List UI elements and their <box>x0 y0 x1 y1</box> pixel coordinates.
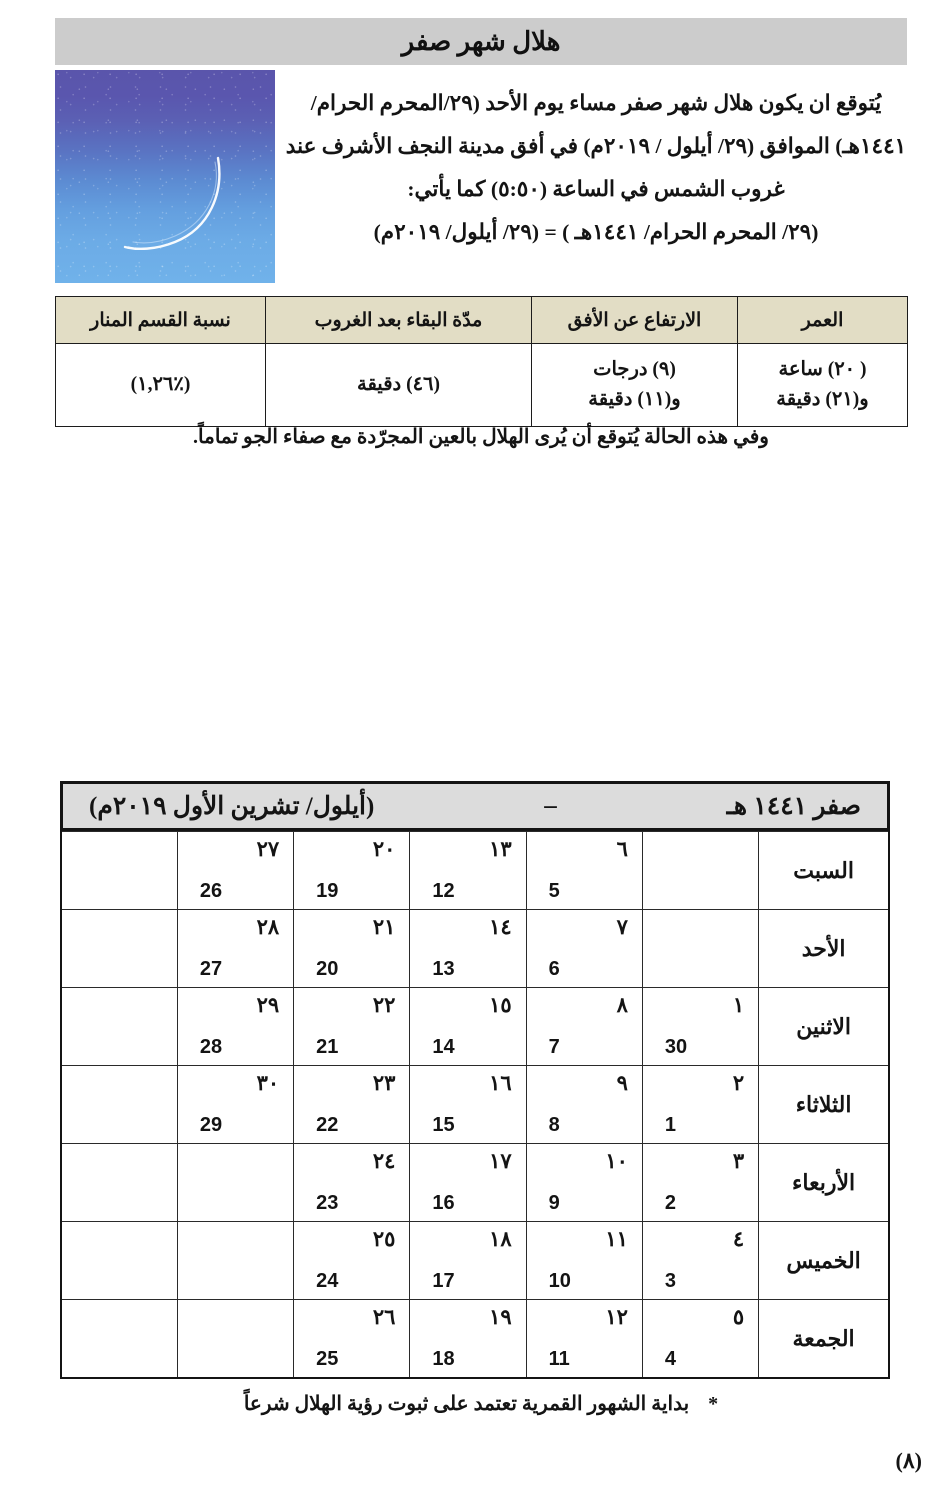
gregorian-date-number: 23 <box>316 1192 339 1214</box>
calendar-day-name: الخميس <box>759 1222 889 1300</box>
crescent-parameters-table <box>55 296 908 427</box>
cell-stay-duration: (٤٦) دقيقة <box>266 344 532 427</box>
calendar-date-cell[interactable] <box>61 910 177 988</box>
gregorian-date-number: 2 <box>664 1192 677 1214</box>
hijri-date-number: ١ <box>732 993 745 1017</box>
hijri-date-number: ١٢ <box>605 1305 628 1329</box>
gregorian-date-number: 26 <box>199 880 223 902</box>
hijri-date-number: ٦ <box>616 837 628 861</box>
gregorian-date-number: 6 <box>548 958 560 980</box>
date-equivalence-equation: (٢٩/ المحرم الحرام/ ١٤٤١هـ ) = (٢٩/ أيلول/ ٢٠١٩م) <box>373 220 819 244</box>
calendar-date-cell[interactable] <box>61 1222 177 1300</box>
page-number: (٨) <box>895 1448 922 1473</box>
gregorian-date-number: 21 <box>316 1036 339 1058</box>
gregorian-date-number: 20 <box>316 958 339 980</box>
calendar-date-cell[interactable] <box>294 988 410 1066</box>
gregorian-date-number: 15 <box>432 1114 455 1136</box>
hijri-date-number: ٢٥ <box>372 1227 396 1251</box>
gregorian-date-number: 12 <box>432 880 455 902</box>
calendar-date-cell[interactable] <box>410 910 526 988</box>
calendar-day-name: الأحد <box>759 910 889 988</box>
calendar-day-name: الثلاثاء <box>759 1066 889 1144</box>
gregorian-date-number: 1 <box>664 1114 677 1136</box>
hijri-date-number: ١٦ <box>489 1071 512 1095</box>
gregorian-date-number: 25 <box>316 1348 339 1370</box>
calendar-day-name: السبت <box>759 832 889 910</box>
gregorian-date-number: 17 <box>432 1270 455 1292</box>
column-header-age: العمر <box>738 297 908 344</box>
calendar-header-hijri: صفر ١٤٤١ هـ <box>726 793 861 820</box>
cell-illumination: (٪١,٢٦) <box>56 344 266 427</box>
monthly-calendar <box>60 781 890 1379</box>
gregorian-date-number: 13 <box>432 958 455 980</box>
calendar-date-cell[interactable] <box>294 1066 410 1144</box>
calendar-date-cell[interactable] <box>177 1144 293 1222</box>
cell-altitude-line-1: (٩) درجات <box>593 359 676 380</box>
calendar-date-cell[interactable] <box>642 910 758 988</box>
hijri-date-number: ١١ <box>605 1227 628 1251</box>
calendar-date-cell[interactable] <box>526 1066 642 1144</box>
intro-paragraph <box>285 82 907 211</box>
hijri-date-number: ١٠ <box>605 1149 628 1173</box>
calendar-date-cell[interactable] <box>526 988 642 1066</box>
calendar-date-cell[interactable] <box>177 1066 293 1144</box>
hijri-date-number: ٧ <box>616 915 628 939</box>
hijri-date-number: ٥ <box>732 1305 745 1329</box>
calendar-date-cell[interactable] <box>526 832 642 910</box>
calendar-week-row <box>61 988 889 1066</box>
hijri-date-number: ١٧ <box>489 1149 512 1173</box>
column-header-altitude: الارتفاع عن الأفق <box>532 297 738 344</box>
calendar-date-cell[interactable] <box>526 1222 642 1300</box>
hijri-date-number: ٣ <box>732 1149 745 1173</box>
table-row <box>56 344 908 427</box>
cell-age-line-2: و(٢١) دقيقة <box>776 389 869 410</box>
calendar-date-cell[interactable] <box>61 832 177 910</box>
hijri-date-number: ١٣ <box>489 837 512 861</box>
calendar-date-cell[interactable] <box>642 1144 758 1222</box>
calendar-date-cell[interactable] <box>526 1300 642 1379</box>
gregorian-date-number: 14 <box>432 1036 455 1058</box>
cell-age <box>738 344 908 427</box>
calendar-date-cell[interactable] <box>410 1300 526 1379</box>
calendar-date-cell[interactable] <box>294 1144 410 1222</box>
gregorian-date-number: 9 <box>548 1192 560 1214</box>
gregorian-date-number: 5 <box>548 880 560 902</box>
crescent-moon-image <box>55 70 275 283</box>
hijri-date-number: ٢١ <box>372 915 396 939</box>
gregorian-date-number: 18 <box>432 1348 455 1370</box>
hijri-date-number: ٤ <box>732 1227 745 1251</box>
calendar-date-cell[interactable] <box>410 832 526 910</box>
page-title: هلال شهر صفر <box>401 26 561 56</box>
gregorian-date-number: 7 <box>548 1036 560 1058</box>
intro-line-3: غروب الشمس في الساعة (٥:٥٠) كما يأتي: <box>407 177 785 201</box>
hijri-date-number: ٢٨ <box>256 915 280 939</box>
calendar-week-row <box>61 1222 889 1300</box>
gregorian-date-number: 10 <box>548 1270 571 1292</box>
gregorian-date-number: 30 <box>664 1036 688 1058</box>
calendar-week-row <box>61 910 889 988</box>
column-header-stay-duration: مدّة البقاء بعد الغروب <box>266 297 532 344</box>
hijri-date-number: ١٤ <box>489 915 512 939</box>
gregorian-date-number: 16 <box>432 1192 455 1214</box>
crescent-icon <box>55 70 275 283</box>
calendar-date-cell[interactable] <box>526 1144 642 1222</box>
gregorian-date-number: 27 <box>199 958 223 980</box>
gregorian-date-number: 4 <box>664 1348 677 1370</box>
hijri-date-number: ٢ <box>732 1071 745 1095</box>
calendar-header <box>60 781 890 831</box>
hijri-date-number: ٢٧ <box>256 837 280 861</box>
calendar-date-cell[interactable] <box>642 988 758 1066</box>
hijri-date-number: ٢٤ <box>372 1149 396 1173</box>
calendar-date-cell[interactable] <box>410 1066 526 1144</box>
calendar-footnote <box>55 1391 907 1416</box>
gregorian-date-number: 29 <box>199 1114 223 1136</box>
calendar-date-cell[interactable] <box>177 1222 293 1300</box>
calendar-date-cell[interactable] <box>61 1144 177 1222</box>
gregorian-date-number: 28 <box>199 1036 223 1058</box>
calendar-date-cell[interactable] <box>642 1222 758 1300</box>
asterisk-icon: * <box>708 1393 719 1415</box>
calendar-date-cell[interactable] <box>294 1222 410 1300</box>
calendar-date-cell[interactable] <box>61 988 177 1066</box>
calendar-header-dash: – <box>544 792 557 819</box>
hijri-date-number: ٩ <box>616 1071 628 1095</box>
calendar-week-row <box>61 1066 889 1144</box>
calendar-date-cell[interactable] <box>526 910 642 988</box>
hijri-date-number: ٣٠ <box>256 1071 280 1095</box>
calendar-date-cell[interactable] <box>410 988 526 1066</box>
hijri-date-number: ٨ <box>616 993 628 1017</box>
hijri-date-number: ٢٩ <box>256 993 280 1017</box>
calendar-date-cell[interactable] <box>177 1300 293 1379</box>
cell-altitude-line-2: و(١١) دقيقة <box>588 389 681 410</box>
column-header-illumination: نسبة القسم المنار <box>56 297 266 344</box>
gregorian-date-number: 19 <box>316 880 339 902</box>
calendar-header-gregorian: (أيلول/ تشرين الأول ٢٠١٩م) <box>89 793 375 820</box>
calendar-date-cell[interactable] <box>642 1300 758 1379</box>
calendar-week-row <box>61 832 889 910</box>
hijri-date-number: ٢٠ <box>372 837 396 861</box>
calendar-date-cell[interactable] <box>61 1066 177 1144</box>
calendar-grid <box>60 831 890 1379</box>
gregorian-date-number: 11 <box>548 1348 570 1370</box>
hijri-date-number: ٢٣ <box>372 1071 396 1095</box>
calendar-date-cell[interactable] <box>61 1300 177 1379</box>
intro-line-2: ١٤٤١هـ) الموافق (٢٩/ أيلول / ٢٠١٩م) في أفق مدينة النجف الأشرف عند <box>285 134 907 158</box>
visibility-note: وفي هذه الحالة يُتوقع أن يُرى الهلال بالعين المجرّدة مع صفاء الجو تماماً. <box>193 426 769 448</box>
calendar-footnote-text: بداية الشهور القمرية تعتمد على ثبوت رؤية الهلال شرعاً <box>243 1393 690 1415</box>
hijri-date-number: ١٥ <box>489 993 512 1017</box>
cell-altitude <box>532 344 738 427</box>
calendar-date-cell[interactable] <box>410 1222 526 1300</box>
hijri-date-number: ٢٦ <box>372 1305 396 1329</box>
gregorian-date-number: 22 <box>316 1114 339 1136</box>
calendar-date-cell[interactable] <box>177 910 293 988</box>
gregorian-date-number: 8 <box>548 1114 560 1136</box>
calendar-date-cell[interactable] <box>410 1144 526 1222</box>
gregorian-date-number: 3 <box>664 1270 677 1292</box>
calendar-day-name: الاثنين <box>759 988 889 1066</box>
calendar-date-cell[interactable] <box>294 910 410 988</box>
intro-line-1: يُتوقع ان يكون هلال شهر صفر مساء يوم الأحد (٢٩/المحرم الحرام/ <box>310 91 882 115</box>
page-title-banner <box>55 18 907 65</box>
calendar-date-cell[interactable] <box>294 832 410 910</box>
hijri-date-number: ٢٢ <box>372 993 396 1017</box>
calendar-week-row <box>61 1144 889 1222</box>
hijri-date-number: ١٨ <box>489 1227 512 1251</box>
calendar-date-cell[interactable] <box>177 988 293 1066</box>
calendar-day-name: الجمعة <box>759 1300 889 1379</box>
calendar-week-row <box>61 1300 889 1379</box>
calendar-date-cell[interactable] <box>642 1066 758 1144</box>
calendar-date-cell[interactable] <box>642 832 758 910</box>
cell-age-line-1: ( ٢٠) ساعة <box>778 359 867 380</box>
hijri-date-number: ١٩ <box>489 1305 512 1329</box>
calendar-day-name: الأربعاء <box>759 1144 889 1222</box>
gregorian-date-number: 24 <box>316 1270 339 1292</box>
calendar-date-cell[interactable] <box>294 1300 410 1379</box>
table-header-row <box>56 297 908 344</box>
calendar-date-cell[interactable] <box>177 832 293 910</box>
